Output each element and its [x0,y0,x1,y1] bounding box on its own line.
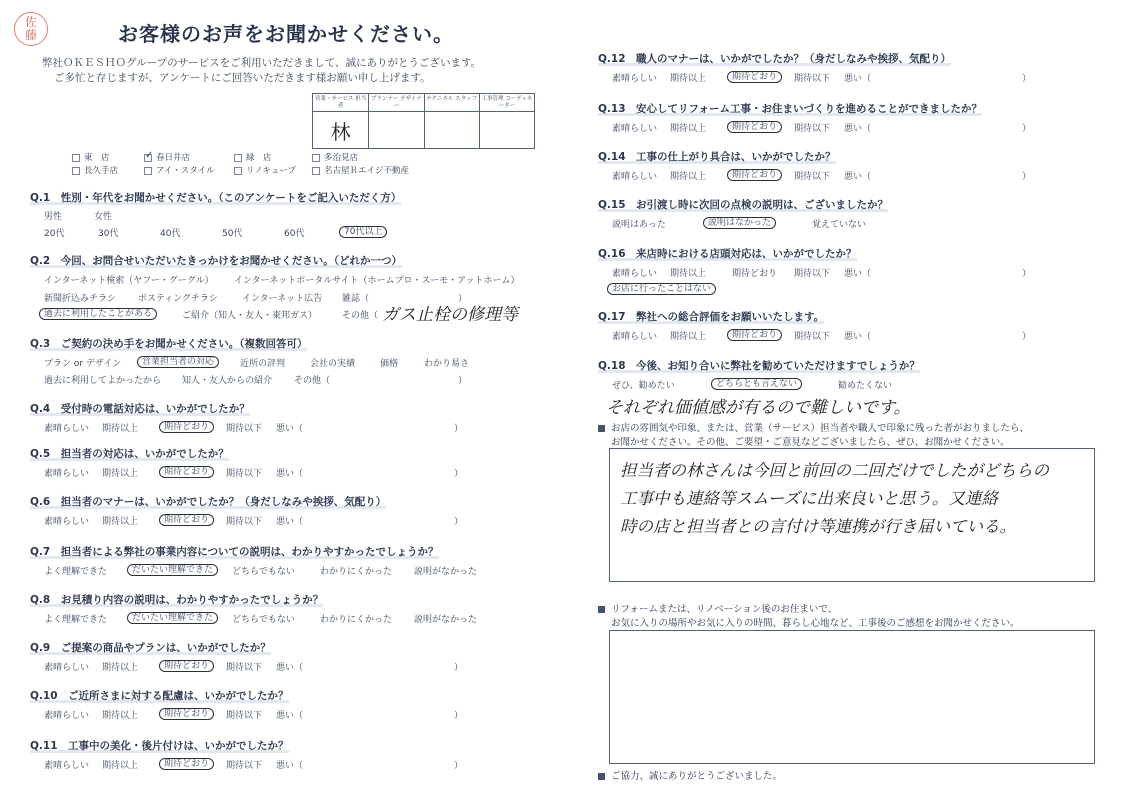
q6-bracket[interactable]: 悪い（ [276,517,304,527]
q3-title: Q.3 ご契約の決め手をお聞かせください。（複数回答可） [30,338,308,350]
q6-option[interactable]: 素晴らしい [44,517,90,527]
q11-title: Q.11 工事中の美化・後片付けは、いかがでしたか？ [30,740,289,752]
page-title: お客様のお声をお聞かせください。 [118,22,454,46]
q2-option[interactable]: インターネット検索（ヤフー・グーグル） [44,276,214,286]
q12-option-selected[interactable]: 期待どおり [727,71,782,83]
impressions-answer-handwritten: 担当者の林さんは今回と前回の二回だけでしたがどちらの 工事中も連絡等スムーズに出来良いと思う。又連絡 時の店と担当者との言付け等連携が行き届いている。 [620,461,1049,536]
intro-text [42,56,481,86]
q3-bracket: ） [458,376,468,386]
q17-bracket: ） [1022,332,1032,342]
q9-option[interactable]: 素晴らしい [44,663,90,673]
q17-option-wrap [732,327,782,340]
q2-option-selected[interactable]: 過去に利用したことがある [39,308,157,320]
q11-bracket: ） [454,761,464,771]
q2-option[interactable]: その他（ [342,311,379,321]
q7-title: Q.7 担当者による弊社の事業内容についての説明は、わかりやすかったでしょうか？ [30,546,439,558]
q12-bracket[interactable]: 悪い（ [844,74,872,84]
intro-line: 弊社ＯＫＥＳＨＯグループのサービスをご利用いただきまして、誠にありがとうございます。 [42,57,482,69]
q2-bracket: ） [458,294,468,304]
q18-title: Q.18 今後、お知り合いに弊社を勧めていただけますでしょうか？ [598,360,920,372]
q7-option[interactable]: どちらでもない [232,567,295,577]
checkbox-icon [312,154,320,162]
square-bullet-icon [598,425,605,432]
q10-bracket: ） [454,711,464,721]
q1-title: Q.1 性別・年代をお聞かせください。（このアンケートをご記入いただく方） [30,192,402,204]
q16-option[interactable]: 期待どおり [732,269,778,279]
q17-option[interactable]: 期待以上 [670,332,707,342]
staff-header: 工事管理 コーディネーター [480,94,534,112]
q5-option-wrap [164,464,214,477]
store-option[interactable]: 緑 店 [234,152,298,165]
store-option[interactable]: リノキューブ [234,165,298,178]
q2-option[interactable]: インターネット広告 [242,294,323,304]
q9-bracket: ） [454,663,464,673]
section-impressions-prompt: お店の雰囲気や印象、または、営業（サービス）担当者や職人で印象に残った者がおりましたら、 お聞かせください。その他、ご要望・ご意見などございましたら、ぜひ、お聞かせください。 [598,422,1029,450]
q14-title: Q.14 工事の仕上がり具合は、いかがでしたか？ [598,151,836,163]
store-checklist [72,149,423,178]
q2-option[interactable]: インターネットポータルサイト（ホームプロ・スーモ・アットホーム） [234,276,520,286]
q9-title: Q.9 ご提案の商品やプランは、いかがでしたか？ [30,642,271,654]
q16-bracket[interactable]: 悪い（ [844,269,872,279]
q1-option[interactable]: 女性 [94,212,113,222]
q2-option[interactable]: 新聞折込みチラシ [44,294,117,304]
q15-option[interactable]: 説明はあった [612,220,666,230]
q17-option[interactable]: 素晴らしい [612,332,658,342]
q3-option[interactable]: プラン or デザイン [44,359,122,369]
q12-title: Q.12 職人のマナーは、いかがでしたか？（身だしなみや挨拶、気配り） [598,53,952,65]
q5-option[interactable]: 期待以上 [102,469,139,479]
checkbox-icon [312,167,320,175]
q16-option[interactable]: 期待以下 [794,269,831,279]
q4-option-wrap [164,419,214,432]
q13-title: Q.13 安心してリフォーム工事・お住まいづくりを進めることができましたか？ [598,103,983,115]
q9-bracket[interactable]: 悪い（ [276,663,304,673]
q18-option-selected[interactable]: どちらとも言えない [711,378,802,390]
q5-title: Q.5 担当者の対応は、いかがでしたか？ [30,448,229,460]
q7-option[interactable]: わかりにくかった [320,567,393,577]
staff-value[interactable] [369,112,423,148]
q14-bracket[interactable]: 悪い（ [844,172,872,182]
q16-option[interactable]: 素晴らしい [612,269,658,279]
q7-option[interactable]: 説明がなかった [414,567,478,577]
square-bullet-icon [598,773,605,780]
q13-bracket: ） [1022,124,1032,134]
q4-option[interactable]: 期待以上 [102,424,139,434]
square-bullet-icon [598,606,605,613]
staff-header: プランナー デザイナー [369,94,423,112]
q9-option-selected[interactable]: 期待どおり [159,660,214,672]
q3-option-selected[interactable]: 営業担当者の対応 [137,356,219,368]
q13-bracket[interactable]: 悪い（ [844,124,872,134]
q13-option[interactable]: 期待以下 [794,124,831,134]
q2-other-handwritten: ガス止栓の修理等 [382,305,518,325]
q12-option[interactable]: 素晴らしい [612,74,658,84]
store-option[interactable]: 多治見店 [312,152,358,165]
q9-option-wrap [164,658,214,671]
checkbox-icon [234,167,242,175]
q8-option[interactable]: わかりにくかった [320,615,393,625]
q18-comment-handwritten: それぞれ価値感が有るので難しいです。 [606,398,911,418]
q9-option[interactable]: 期待以下 [226,663,263,673]
q13-option[interactable]: 素晴らしい [612,124,658,134]
q5-option-selected[interactable]: 期待どおり [159,466,214,478]
q12-option[interactable]: 期待以下 [794,74,831,84]
q5-option[interactable]: 素晴らしい [44,469,90,479]
q4-option[interactable]: 期待以下 [226,424,263,434]
q10-option[interactable]: 期待以下 [226,711,263,721]
checkbox-icon [144,167,152,175]
q16-option-selected[interactable]: お店に行ったことはない [607,283,716,295]
staff-header: 営業・サービス 担当者 [313,94,368,112]
q10-option-wrap [164,706,214,719]
q17-title: Q.17 弊社への総合評価をお願いいたします。 [598,311,825,323]
store-option[interactable]: ✓ 春日井店 [145,149,191,163]
q1-option[interactable]: 男性 [44,212,63,222]
q3-option[interactable]: 過去に利用してよかったから [44,376,162,386]
q16-option[interactable]: 期待以上 [670,269,707,279]
q8-option[interactable]: どちらでもない [232,615,295,625]
q3-option[interactable]: 近所の評判 [240,359,286,369]
q4-title: Q.4 受付時の電話対応は、いかがでしたか？ [30,403,250,415]
q3-option[interactable]: 知人・友人からの紹介 [182,376,273,386]
q5-bracket[interactable]: 悪い（ [276,469,304,479]
q15-title: Q.15 お引渡し時に次回の点検の説明は、ございましたか？ [598,199,889,211]
q3-option[interactable]: 価格 [380,359,399,369]
q18-option[interactable]: ぜひ、勧めたい [612,381,675,391]
afterthoughts-answer-box[interactable] [609,630,1095,764]
q14-option[interactable]: 素晴らしい [612,172,658,182]
q14-option-selected[interactable]: 期待どおり [727,169,782,181]
section-afterthoughts-prompt: リフォームまたは、リノベーション後のお住まいで、 お気に入りの場所やお気に入りの時間、暮らし心地など、工事後のご感想をお聞かせください。 [598,603,1020,631]
q5-bracket: ） [454,469,464,479]
q8-title: Q.8 お見積り内容の説明は、わかりやすかったでしょうか？ [30,594,324,606]
staff-header: テクニカル スタッフ [425,94,479,112]
q4-option[interactable]: 素晴らしい [44,424,90,434]
q1-option[interactable]: 50代 [222,229,243,239]
q8-option[interactable]: 説明がなかった [414,615,478,625]
q10-title: Q.10 ご近所さまに対する配慮は、いかがでしたか？ [30,690,289,702]
checkbox-icon [72,154,80,162]
q13-option[interactable]: 期待以上 [670,124,707,134]
q11-bracket[interactable]: 悪い（ [276,761,304,771]
q4-bracket[interactable]: 悪い（ [276,424,304,434]
q11-option[interactable]: 素晴らしい [44,761,90,771]
intro-line: ご多忙と存じますが、アンケートにご回答いただきます様お願い申し上げます。 [54,72,431,84]
q1-option-selected[interactable]: 70代以上 [339,226,387,238]
q14-bracket: ） [1022,172,1032,182]
q14-option[interactable]: 期待以下 [794,172,831,182]
q10-option[interactable]: 期待以上 [102,711,139,721]
q4-bracket: ） [454,424,464,434]
staff-value[interactable] [480,112,534,148]
q11-option[interactable]: 期待以上 [102,761,139,771]
q1-option[interactable]: 30代 [98,229,119,239]
q1-option[interactable]: 40代 [160,229,181,239]
q13-option-selected[interactable]: 期待どおり [727,121,782,133]
q10-option-selected[interactable]: 期待どおり [159,708,214,720]
staff-value[interactable] [425,112,479,148]
q17-bracket[interactable]: 悪い（ [844,332,872,342]
q5-option[interactable]: 期待以下 [226,469,263,479]
q11-option[interactable]: 期待以下 [226,761,263,771]
q18-option[interactable]: 勧めたくない [838,381,893,391]
q14-option-wrap [732,167,782,180]
q2-option[interactable]: 雑誌（ [342,294,370,304]
store-option[interactable]: アイ・スタイル [144,165,220,178]
checkbox-icon [234,154,242,162]
staff-table [312,93,535,149]
q6-option-wrap [164,512,214,525]
q16-bracket: ） [1022,269,1032,279]
q12-option-wrap [732,69,782,82]
q14-option[interactable]: 期待以上 [670,172,707,182]
store-option[interactable]: 東 店 [72,152,130,165]
thanks-text: ご協力、誠にありがとうございました。 [598,770,782,784]
q6-bracket: ） [454,517,464,527]
impressions-answer-box[interactable] [609,448,1095,582]
q7-option-selected[interactable]: だいたい理解できた [127,564,218,576]
q2-option[interactable]: ご紹介（知人・友人・東邦ガス） [182,311,318,321]
q17-option[interactable]: 期待以下 [794,332,831,342]
q7-option[interactable]: よく理解できた [44,567,108,577]
q1-option[interactable]: 20代 [44,229,65,239]
q11-option-selected[interactable]: 期待どおり [159,758,214,770]
store-option[interactable]: 長久手店 [72,165,130,178]
q6-option[interactable]: 期待以上 [102,517,139,527]
q2-title: Q.2 今回、お問合せいただいたきっかけをお聞かせください。（どれか一つ） [30,255,402,267]
q17-option-selected[interactable]: 期待どおり [727,329,782,341]
q6-option-selected[interactable]: 期待どおり [159,514,214,526]
checkbox-icon [72,167,80,175]
q9-option[interactable]: 期待以上 [102,663,139,673]
q11-option-wrap [164,756,214,769]
q12-option[interactable]: 期待以上 [670,74,707,84]
q4-option-selected[interactable]: 期待どおり [159,421,214,433]
store-option[interactable]: 名古屋Ｒエイジ不動産 [312,165,409,178]
q1-option[interactable]: 60代 [284,229,305,239]
q8-option-selected[interactable]: だいたい理解できた [127,612,218,624]
q2-option[interactable]: ポスティングチラシ [138,294,218,304]
q8-option[interactable]: よく理解できた [44,615,108,625]
q16-title: Q.16 来店時における店頭対応は、いかがでしたか？ [598,248,857,260]
q13-option-wrap [732,119,782,132]
q3-option[interactable]: 会社の実績 [310,359,356,369]
q6-title: Q.6 担当者のマナーは、いかがでしたか？（身だしなみや挨拶、気配り） [30,496,387,508]
q6-option[interactable]: 期待以下 [226,517,263,527]
q15-option-selected[interactable]: 説明はなかった [703,217,776,229]
q3-option[interactable]: わかり易さ [424,359,470,369]
q3-option[interactable]: その他（ [294,376,331,386]
q10-bracket[interactable]: 悪い（ [276,711,304,721]
q10-option[interactable]: 素晴らしい [44,711,90,721]
q12-bracket: ） [1022,74,1032,84]
checkbox-checked-icon: ✓ [145,149,154,161]
staff-value[interactable]: 林 [330,119,351,144]
q15-option[interactable]: 覚えていない [812,220,867,230]
seal-stamp: 佐 藤 [14,12,48,46]
